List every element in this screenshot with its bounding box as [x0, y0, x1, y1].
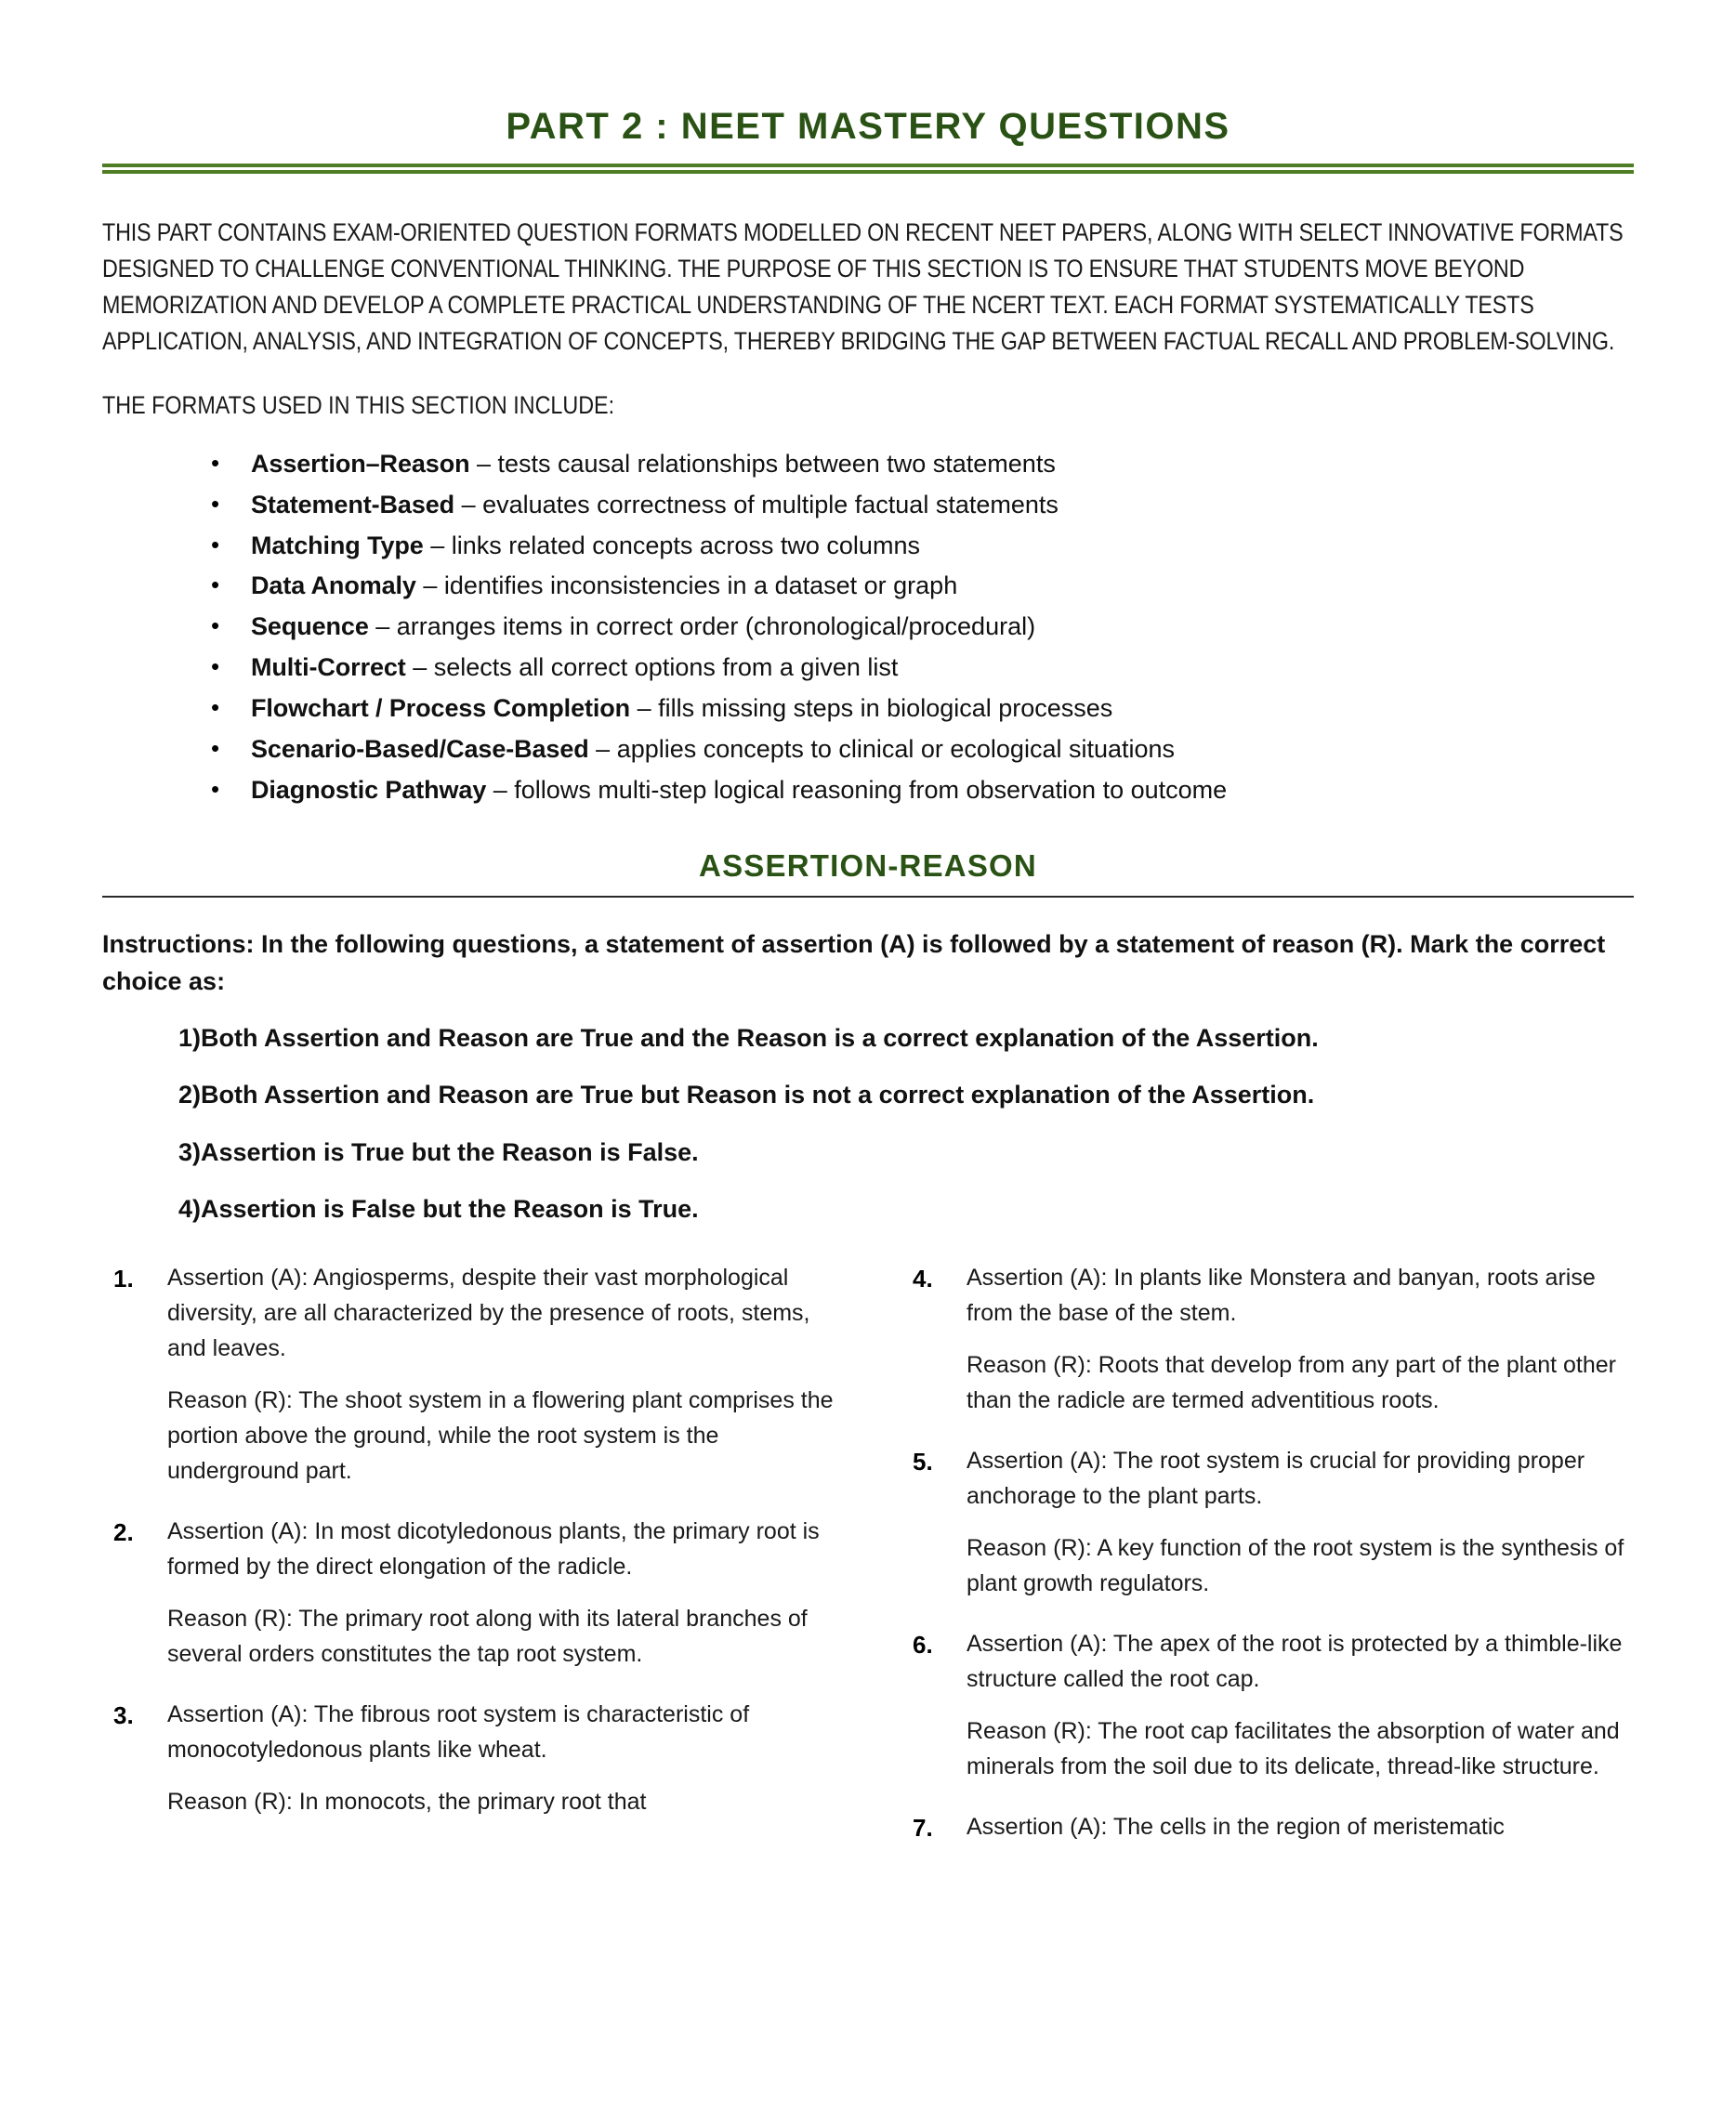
- section-divider: [102, 896, 1634, 898]
- format-list-item: [102, 775, 1634, 805]
- question-item: [901, 1260, 1634, 1418]
- question-number: 5.: [913, 1447, 933, 1476]
- bullet-icon: •: [211, 774, 220, 803]
- question-item: [102, 1514, 835, 1672]
- reason-text: Reason (R): A key function of the root system is the synthesis of plant growth regulators.: [967, 1534, 1624, 1596]
- format-name: Assertion–Reason: [251, 449, 470, 478]
- format-name: Flowchart / Process Completion: [251, 694, 631, 723]
- assertion-text: Assertion (A): The fibrous root system is characteristic of monocotyledonous plants like wheat.: [167, 1700, 750, 1763]
- bullet-icon: •: [211, 571, 220, 599]
- instructions-line-2: reason (R). Mark the correct choice as:: [102, 929, 1606, 995]
- question-columns: [102, 1260, 1634, 1870]
- format-list-item: [102, 531, 1634, 560]
- page-title: PART 2 : NEET MASTERY QUESTIONS: [506, 106, 1230, 147]
- reason-text: Reason (R): In monocots, the primary root that: [167, 1788, 647, 1815]
- format-list-item: [102, 571, 1634, 600]
- instructions-line-1: Instructions: In the following questions, a statement of assertion (A) is followed by a statement of: [102, 929, 1266, 958]
- format-list-item: [102, 734, 1634, 764]
- assertion-text: Assertion (A): The cells in the region of meristematic: [967, 1813, 1505, 1840]
- instruction-option: 4)Assertion is False but the Reason is True.: [178, 1194, 699, 1223]
- intro-paragraph: THIS PART CONTAINS EXAM-ORIENTED QUESTION FORMATS MODELLED ON RECENT NEET PAPERS, ALONG WITH SELECT INNOVATIVE FORMATS DESIGNED TO CHALLENGE CONVENTIONAL THINKING. THE PURPOSE OF THIS SECTION IS TO ENSURE THAT STUDENTS MOVE BEYOND MEMORIZATION AND DEVELOP A COMPLETE PRACTICAL UNDERSTANDING OF THE NCERT TEXT. EACH FORMAT SYSTEMATICALLY TESTS APPLICATION, ANALYSIS, AND INTEGRATION OF CONCEPTS, THEREBY BRIDGING THE GAP BETWEEN FACTUAL RECALL AND PROBLEM-SOLVING.: [102, 218, 1624, 355]
- reason-text: Reason (R): The root cap facilitates the absorption of water and minerals from the soil due to its delicate, thread-like structure.: [967, 1717, 1620, 1779]
- question-item: [901, 1809, 1634, 1844]
- page-content: [102, 0, 1634, 1870]
- format-list-item: [102, 449, 1634, 479]
- format-name: Sequence: [251, 612, 369, 641]
- format-description: – links related concepts across two columns: [423, 531, 920, 559]
- formats-lead-in: THE FORMATS USED IN THIS SECTION INCLUDE:: [102, 390, 615, 419]
- assertion-text: Assertion (A): Angiosperms, despite their vast morphological diversity, are all characterized by the presence of roots, stems, and leaves.: [167, 1264, 810, 1361]
- format-name: Multi-Correct: [251, 653, 406, 682]
- question-item: [901, 1443, 1634, 1601]
- section-heading-assertion-reason: ASSERTION-REASON: [699, 848, 1037, 884]
- format-list-item: [102, 693, 1634, 723]
- reason-text: Reason (R): The shoot system in a flowering plant comprises the portion above the ground, while the root system is the underground part.: [167, 1386, 834, 1484]
- format-description: – applies concepts to clinical or ecological situations: [588, 735, 1176, 763]
- format-description: – tests causal relationships between two statements: [469, 449, 1056, 478]
- assertion-text: Assertion (A): In plants like Monstera and banyan, roots arise from the base of the stem.: [967, 1264, 1596, 1326]
- reason-text: Reason (R): Roots that develop from any part of the plant other than the radicle are termed adventitious roots.: [967, 1351, 1616, 1413]
- question-item: [102, 1260, 835, 1489]
- bullet-icon: •: [211, 448, 220, 477]
- format-description: – selects all correct options from a given list: [405, 653, 899, 682]
- format-description: – arranges items in correct order (chronological/procedural): [368, 612, 1036, 641]
- question-item: [102, 1697, 835, 1819]
- intro-spacer: [102, 360, 1634, 387]
- question-column-right: [868, 1260, 1634, 1870]
- format-description: – evaluates correctness of multiple factual statements: [454, 490, 1059, 518]
- format-list-item: [102, 652, 1634, 682]
- title-divider: [102, 164, 1634, 174]
- assertion-text: Assertion (A): In most dicotyledonous plants, the primary root is formed by the direct elongation of the radicle.: [167, 1517, 820, 1580]
- instruction-option: 1)Both Assertion and Reason are True and the Reason is a correct explanation of the Assertion.: [178, 1024, 1319, 1053]
- bullet-icon: •: [211, 652, 220, 681]
- question-item: [901, 1626, 1634, 1784]
- format-name: Diagnostic Pathway: [251, 775, 487, 804]
- instruction-option: 3)Assertion is True but the Reason is False.: [178, 1137, 699, 1166]
- format-name: Scenario-Based/Case-Based: [251, 735, 589, 763]
- format-name: Data Anomaly: [251, 571, 416, 600]
- assertion-text: Assertion (A): The apex of the root is protected by a thimble-like structure called the root cap.: [967, 1630, 1623, 1692]
- question-number: 6.: [913, 1630, 933, 1659]
- format-name: Statement-Based: [251, 490, 455, 518]
- bullet-icon: •: [211, 611, 220, 640]
- instruction-options: [102, 1020, 1634, 1227]
- instruction-option: 2)Both Assertion and Reason are True but Reason is not a correct explanation of the Assertion.: [178, 1081, 1315, 1109]
- bullet-icon: •: [211, 693, 220, 722]
- format-description: – identifies inconsistencies in a dataset or graph: [415, 571, 958, 600]
- instructions-block: [102, 926, 1634, 1000]
- format-description: – fills missing steps in biological processes: [630, 694, 1113, 723]
- format-list-item: [102, 611, 1634, 641]
- question-number: 4.: [913, 1264, 933, 1293]
- bullet-icon: •: [211, 734, 220, 762]
- question-number: 2.: [113, 1517, 134, 1546]
- bullet-icon: •: [211, 489, 220, 518]
- format-list-item: [102, 490, 1634, 519]
- bullet-icon: •: [211, 530, 220, 558]
- format-description: – follows multi-step logical reasoning from observation to outcome: [486, 775, 1228, 804]
- format-name: Matching Type: [251, 531, 424, 559]
- question-number: 7.: [913, 1813, 933, 1842]
- question-number: 3.: [113, 1700, 134, 1729]
- question-number: 1.: [113, 1264, 134, 1293]
- reason-text: Reason (R): The primary root along with its lateral branches of several orders constitutes the tap root system.: [167, 1605, 808, 1667]
- question-column-left: [102, 1260, 868, 1870]
- format-list: [102, 449, 1634, 806]
- assertion-text: Assertion (A): The root system is crucial for providing proper anchorage to the plant parts.: [967, 1447, 1585, 1509]
